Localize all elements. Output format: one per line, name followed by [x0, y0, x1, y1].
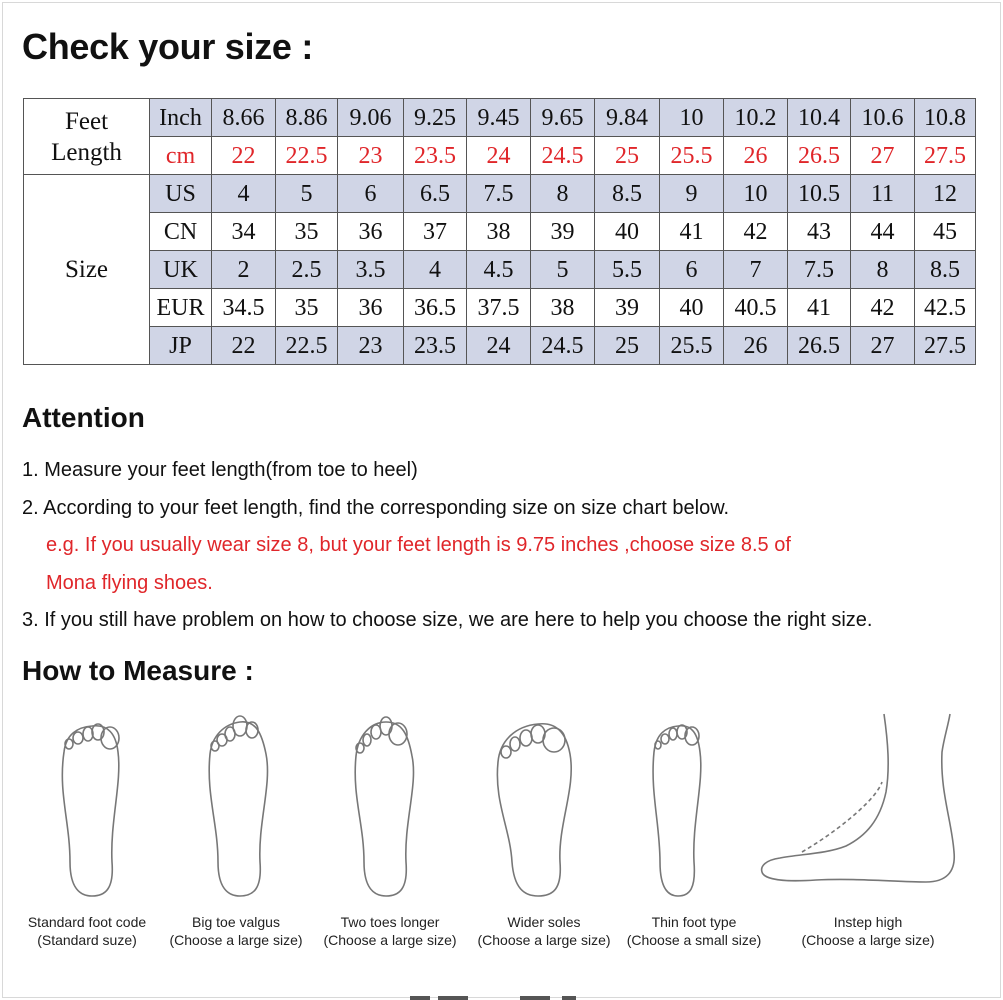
- cm-cell: 25: [595, 137, 660, 175]
- jp-cell: 26: [724, 327, 788, 365]
- cm-cell: 26: [724, 137, 788, 175]
- cm-cell: 26.5: [788, 137, 851, 175]
- inch-row: [24, 99, 976, 137]
- eur-cell: 34.5: [212, 289, 276, 327]
- uk-cell: 2.5: [276, 251, 338, 289]
- cm-cell: 27.5: [915, 137, 976, 175]
- us-cell: 7.5: [467, 175, 531, 213]
- cn-cell: 39: [531, 213, 595, 251]
- inch-cell: 9.65: [531, 99, 595, 137]
- eur-cell: 35: [276, 289, 338, 327]
- cn-cell: 43: [788, 213, 851, 251]
- size-label: Size: [24, 175, 150, 365]
- caption-thin-foot: Thin foot type (Choose a small size): [626, 914, 762, 948]
- uk-cell: 5.5: [595, 251, 660, 289]
- inch-cell: 9.06: [338, 99, 404, 137]
- cn-cell: 38: [467, 213, 531, 251]
- eur-cell: 38: [531, 289, 595, 327]
- two-toes-longer-foot-icon: [346, 712, 420, 898]
- inch-cell: 10.8: [915, 99, 976, 137]
- cm-cell: 24.5: [531, 137, 595, 175]
- attention-item-1: 1. Measure your feet length(from toe to heel): [22, 459, 418, 481]
- size-chart-table: [23, 98, 976, 365]
- cm-cell: 22.5: [276, 137, 338, 175]
- inch-cell: 10.2: [724, 99, 788, 137]
- cn-cell: 41: [660, 213, 724, 251]
- uk-cell: 7: [724, 251, 788, 289]
- cn-cell: 35: [276, 213, 338, 251]
- eur-cell: 42.5: [915, 289, 976, 327]
- eur-cell: 37.5: [467, 289, 531, 327]
- us-unit: US: [150, 175, 212, 213]
- jp-unit: JP: [150, 327, 212, 365]
- eur-cell: 40.5: [724, 289, 788, 327]
- us-cell: 12: [915, 175, 976, 213]
- cm-cell: 23: [338, 137, 404, 175]
- cn-row: [24, 213, 976, 251]
- cn-cell: 44: [851, 213, 915, 251]
- uk-cell: 6: [660, 251, 724, 289]
- jp-cell: 22: [212, 327, 276, 365]
- eur-unit: EUR: [150, 289, 212, 327]
- inch-cell: 10.6: [851, 99, 915, 137]
- jp-cell: 26.5: [788, 327, 851, 365]
- jp-cell: 24.5: [531, 327, 595, 365]
- inch-cell: 8.86: [276, 99, 338, 137]
- us-cell: 10: [724, 175, 788, 213]
- jp-cell: 27: [851, 327, 915, 365]
- inch-cell: 8.66: [212, 99, 276, 137]
- inch-cell: 9.45: [467, 99, 531, 137]
- page-title: Check your size :: [22, 26, 314, 67]
- caption-standard: Standard foot code (Standard suze): [27, 914, 147, 948]
- uk-cell: 8: [851, 251, 915, 289]
- eur-cell: 36: [338, 289, 404, 327]
- attention-item-2: 2. According to your feet length, find the corresponding size on size chart below.: [22, 496, 730, 519]
- us-cell: 6.5: [404, 175, 467, 213]
- attention-item-3: 3. If you still have problem on how to choose size, we are here to help you choose the right size.: [22, 609, 873, 631]
- thin-foot-icon: [644, 712, 710, 898]
- cn-cell: 40: [595, 213, 660, 251]
- uk-cell: 4: [404, 251, 467, 289]
- uk-cell: 8.5: [915, 251, 976, 289]
- cm-cell: 25.5: [660, 137, 724, 175]
- jp-cell: 25: [595, 327, 660, 365]
- inch-cell: 9.84: [595, 99, 660, 137]
- jp-cell: 25.5: [660, 327, 724, 365]
- cm-cell: 23.5: [404, 137, 467, 175]
- eur-cell: 36.5: [404, 289, 467, 327]
- attention-heading: Attention: [22, 402, 145, 433]
- how-to-measure-heading: How to Measure :: [22, 655, 254, 686]
- example-line-1: e.g. If you usually wear size 8, but your feet length is 9.75 inches ,choose size 8.5 of: [46, 534, 791, 556]
- uk-cell: 2: [212, 251, 276, 289]
- instep-high-foot-icon: [756, 712, 962, 898]
- foot-illustrations: [0, 712, 1003, 902]
- jp-cell: 23.5: [404, 327, 467, 365]
- jp-cell: 23: [338, 327, 404, 365]
- uk-cell: 4.5: [467, 251, 531, 289]
- caption-two-toes-longer: Two toes longer (Choose a large size): [323, 914, 457, 948]
- eur-cell: 40: [660, 289, 724, 327]
- eur-cell: 41: [788, 289, 851, 327]
- us-cell: 8: [531, 175, 595, 213]
- cm-cell: 24: [467, 137, 531, 175]
- example-line-2: Mona flying shoes.: [46, 571, 213, 594]
- attention-list: [22, 452, 872, 640]
- uk-unit: UK: [150, 251, 212, 289]
- uk-row: [24, 251, 976, 289]
- cm-cell: 27: [851, 137, 915, 175]
- uk-cell: 7.5: [788, 251, 851, 289]
- caption-big-toe-valgus: Big toe valgus (Choose a large size): [169, 914, 303, 948]
- eur-cell: 39: [595, 289, 660, 327]
- standard-foot-icon: [52, 712, 126, 898]
- cn-unit: CN: [150, 213, 212, 251]
- us-cell: 10.5: [788, 175, 851, 213]
- cm-row: [24, 137, 976, 175]
- big-toe-valgus-foot-icon: [200, 712, 274, 898]
- us-cell: 6: [338, 175, 404, 213]
- feet-length-label: Feet Length: [24, 99, 150, 175]
- eur-cell: 42: [851, 289, 915, 327]
- cn-cell: 37: [404, 213, 467, 251]
- cn-cell: 42: [724, 213, 788, 251]
- bottom-decoration: [0, 994, 1003, 1000]
- inch-unit: Inch: [150, 99, 212, 137]
- cm-unit: cm: [150, 137, 212, 175]
- eur-row: [24, 289, 976, 327]
- jp-cell: 27.5: [915, 327, 976, 365]
- cn-cell: 45: [915, 213, 976, 251]
- jp-row: [24, 327, 976, 365]
- us-cell: 4: [212, 175, 276, 213]
- inch-cell: 10: [660, 99, 724, 137]
- inch-cell: 10.4: [788, 99, 851, 137]
- uk-cell: 3.5: [338, 251, 404, 289]
- us-cell: 11: [851, 175, 915, 213]
- caption-wider-soles: Wider soles (Choose a large size): [477, 914, 611, 948]
- wider-soles-foot-icon: [490, 712, 580, 898]
- cn-cell: 36: [338, 213, 404, 251]
- cn-cell: 34: [212, 213, 276, 251]
- us-cell: 9: [660, 175, 724, 213]
- inch-cell: 9.25: [404, 99, 467, 137]
- us-cell: 5: [276, 175, 338, 213]
- jp-cell: 24: [467, 327, 531, 365]
- us-cell: 8.5: [595, 175, 660, 213]
- cm-cell: 22: [212, 137, 276, 175]
- jp-cell: 22.5: [276, 327, 338, 365]
- caption-instep-high: Instep high (Choose a large size): [801, 914, 935, 948]
- us-row: [24, 175, 976, 213]
- uk-cell: 5: [531, 251, 595, 289]
